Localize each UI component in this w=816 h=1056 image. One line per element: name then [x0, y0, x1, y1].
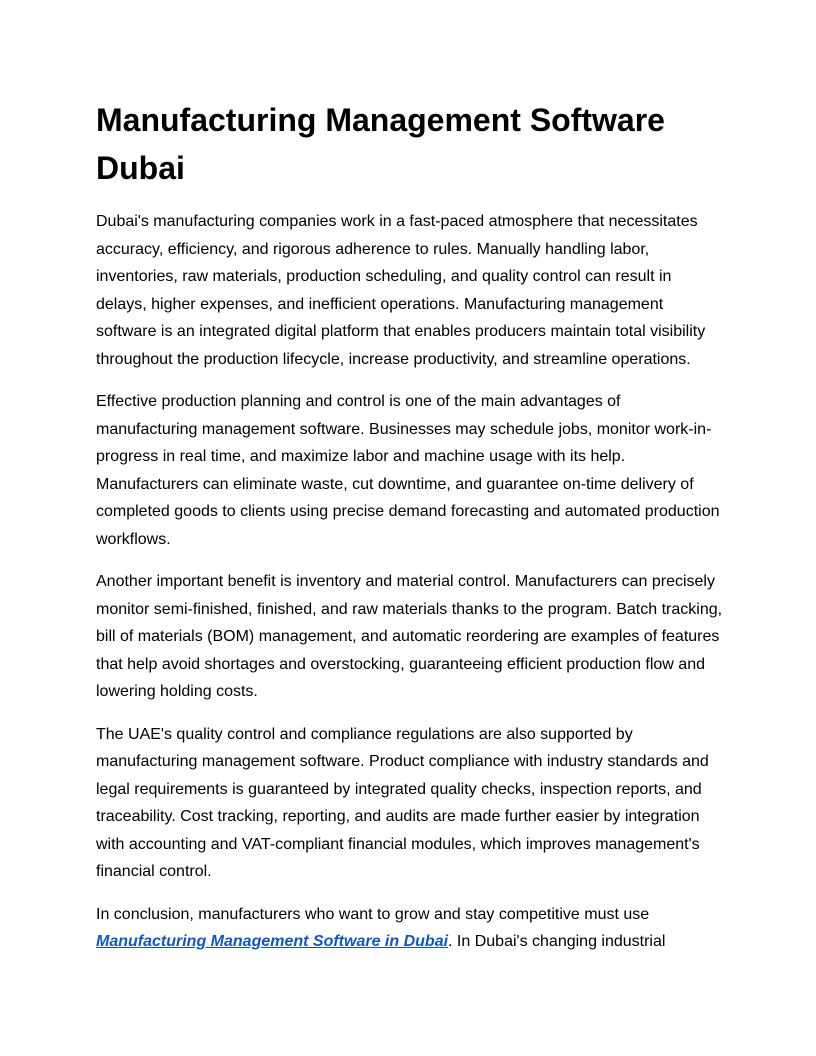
manufacturing-software-link[interactable]: Manufacturing Management Software in Dubai	[96, 933, 449, 950]
conclusion-text-after: . In Dubai's changing industrial	[448, 933, 666, 950]
paragraph-quality-compliance: The UAE's quality control and compliance regulations are also supported by manufacturing management software. Product compliance with industry standards and legal requirements is guaranteed by integrated quality checks, inspection reports, and traceability. Cost tracking, reporting, and audits are made further easier by integration with accounting and VAT-compliant financial modules, which improves management's financial control.	[96, 725, 709, 880]
paragraph-production-planning: Effective production planning and control is one of the main advantages of manufacturing management software. Businesses may schedule jobs, monitor work-in-progress in real time, and maximize labor and machine usage with its help. Manufacturers can eliminate waste, cut downtime, and guarantee on-time delivery of completed goods to clients using precise demand forecasting and automated production workflows.	[96, 393, 720, 548]
document-title: Manufacturing Management Software Dubai	[96, 102, 665, 186]
document-page	[96, 96, 724, 971]
paragraph-conclusion	[96, 901, 724, 956]
paragraph-intro: Dubai's manufacturing companies work in a fast-paced atmosphere that necessitates accuracy, efficiency, and rigorous adherence to rules. Manually handling labor, inventories, raw materials, production scheduling, and quality control can result in delays, higher expenses, and inefficient operations. Manufacturing management software is an integrated digital platform that enables producers maintain total visibility throughout the production lifecycle, increase productivity, and streamline operations.	[96, 213, 706, 368]
paragraph-inventory-control: Another important benefit is inventory and material control. Manufacturers can precisely monitor semi-finished, finished, and raw materials thanks to the program. Batch tracking, bill of materials (BOM) management, and automatic reordering are examples of features that help avoid shortages and overstocking, guaranteeing efficient production flow and lowering holding costs.	[96, 573, 723, 700]
conclusion-text-before: In conclusion, manufacturers who want to grow and stay competitive must use	[96, 905, 650, 923]
